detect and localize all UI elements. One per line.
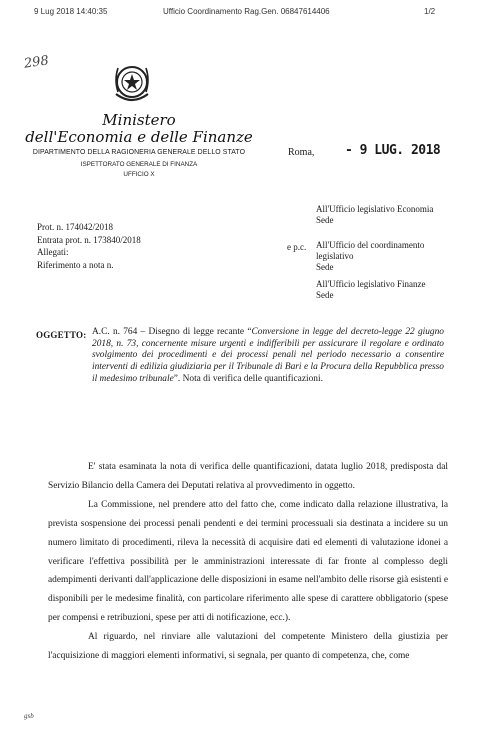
recipient-2-office: All'Ufficio del coordinamento bbox=[316, 240, 425, 250]
footer-initials: gsb bbox=[24, 712, 34, 720]
fax-page-number: 1/2 bbox=[424, 7, 436, 16]
recipient-3-seat: Sede bbox=[316, 290, 334, 300]
entry-protocol-number: Entrata prot. n. 173840/2018 bbox=[37, 235, 141, 245]
recipient-2-seat: Sede bbox=[316, 262, 334, 272]
italian-republic-emblem-icon bbox=[110, 58, 154, 108]
handwritten-number: 298 bbox=[23, 53, 50, 72]
recipient-2 bbox=[316, 240, 424, 273]
subject-label: OGGETTO: bbox=[36, 330, 87, 340]
recipient-3 bbox=[316, 279, 425, 301]
ministry-title: Ministero bbox=[102, 111, 176, 129]
letter-body bbox=[48, 458, 448, 666]
subject-text bbox=[92, 327, 444, 386]
subject-title: Conversione in legge del decreto-legge 22 giugno 2018, n. 73, concernente misure urgenti e indifferibili per assicurare il regolare e ordinato svolgimento dei procedimenti e dei processi penali nel periodo necessario a consentire interventi di edilizia giudiziaria per il Tribunale di Bari e la Procura della Repubblica presso il medesimo tribunale bbox=[92, 327, 444, 384]
protocol-number: Prot. n. 174042/2018 bbox=[37, 222, 114, 232]
recipient-1-seat: Sede bbox=[316, 215, 334, 225]
body-paragraph-3: Al riguardo, nel rinviare alle valutazioni del competente Ministero della giustizia per l'acquisizione di maggiori elementi informativi, si segnala, per quanto di competenza, che, come bbox=[48, 632, 448, 662]
place: Roma, bbox=[288, 147, 315, 158]
date-stamp: - 9 LUG. 2018 bbox=[345, 143, 441, 158]
reference-label: Riferimento a nota n. bbox=[37, 260, 114, 270]
attachments-label: Allegati: bbox=[37, 247, 69, 257]
fax-timestamp: 9 Lug 2018 14:40:35 bbox=[34, 7, 108, 16]
office-name: UFFICIO X bbox=[123, 171, 155, 178]
cc-label: e p.c. bbox=[287, 242, 307, 252]
inspectorate-name: ISPETTORATO GENERALE DI FINANZA bbox=[80, 161, 198, 168]
recipient-1 bbox=[316, 204, 433, 226]
subject-tail: ”. Nota di verifica delle quantificazioni. bbox=[173, 373, 323, 384]
ministry-subtitle: dell'Economia e delle Finanze bbox=[25, 128, 253, 146]
body-paragraph-2: La Commissione, nel prendere atto del fatto che, come indicato dalla relazione illustrativa, la prevista sospensione dei processi penali pendenti e dei termini processuali sia destinata a incidere su un numero limitato di procedimenti, rileva la necessità di acquisire dati ed elementi di valutazione idonei a verificare l'effettiva possibilità per le amministrazioni interessate di far fronte al complesso degli adempimenti derivanti dall'applicazione delle disposizioni in esame nell'ambito delle risorse già esistenti e disponibili per le medesime finalità, con particolare riferimento alle spese di carattere obbligatorio (spese per compensi e retribuzioni, spese per atti di notificazione, ecc.). bbox=[48, 499, 448, 624]
fax-sender: Ufficio Coordinamento Rag.Gen. 06847614406 bbox=[163, 7, 330, 16]
recipient-3-office: All'Ufficio legislativo Finanze bbox=[316, 279, 426, 289]
recipient-1-office: All'Ufficio legislativo Economia bbox=[316, 204, 434, 214]
department-name: DIPARTIMENTO DELLA RAGIONERIA GENERALE DELLO STATO bbox=[32, 149, 246, 156]
body-paragraph-1: E' stata esaminata la nota di verifica delle quantificazioni, datata luglio 2018, predisposta dal Servizio Bilancio della Camera dei Deputati relativa al provvedimento in oggetto. bbox=[48, 462, 448, 491]
subject-lead: A.C. n. 764 – Disegno di legge recante “ bbox=[92, 327, 252, 337]
recipient-2-office-cont: legislativo bbox=[316, 251, 354, 261]
